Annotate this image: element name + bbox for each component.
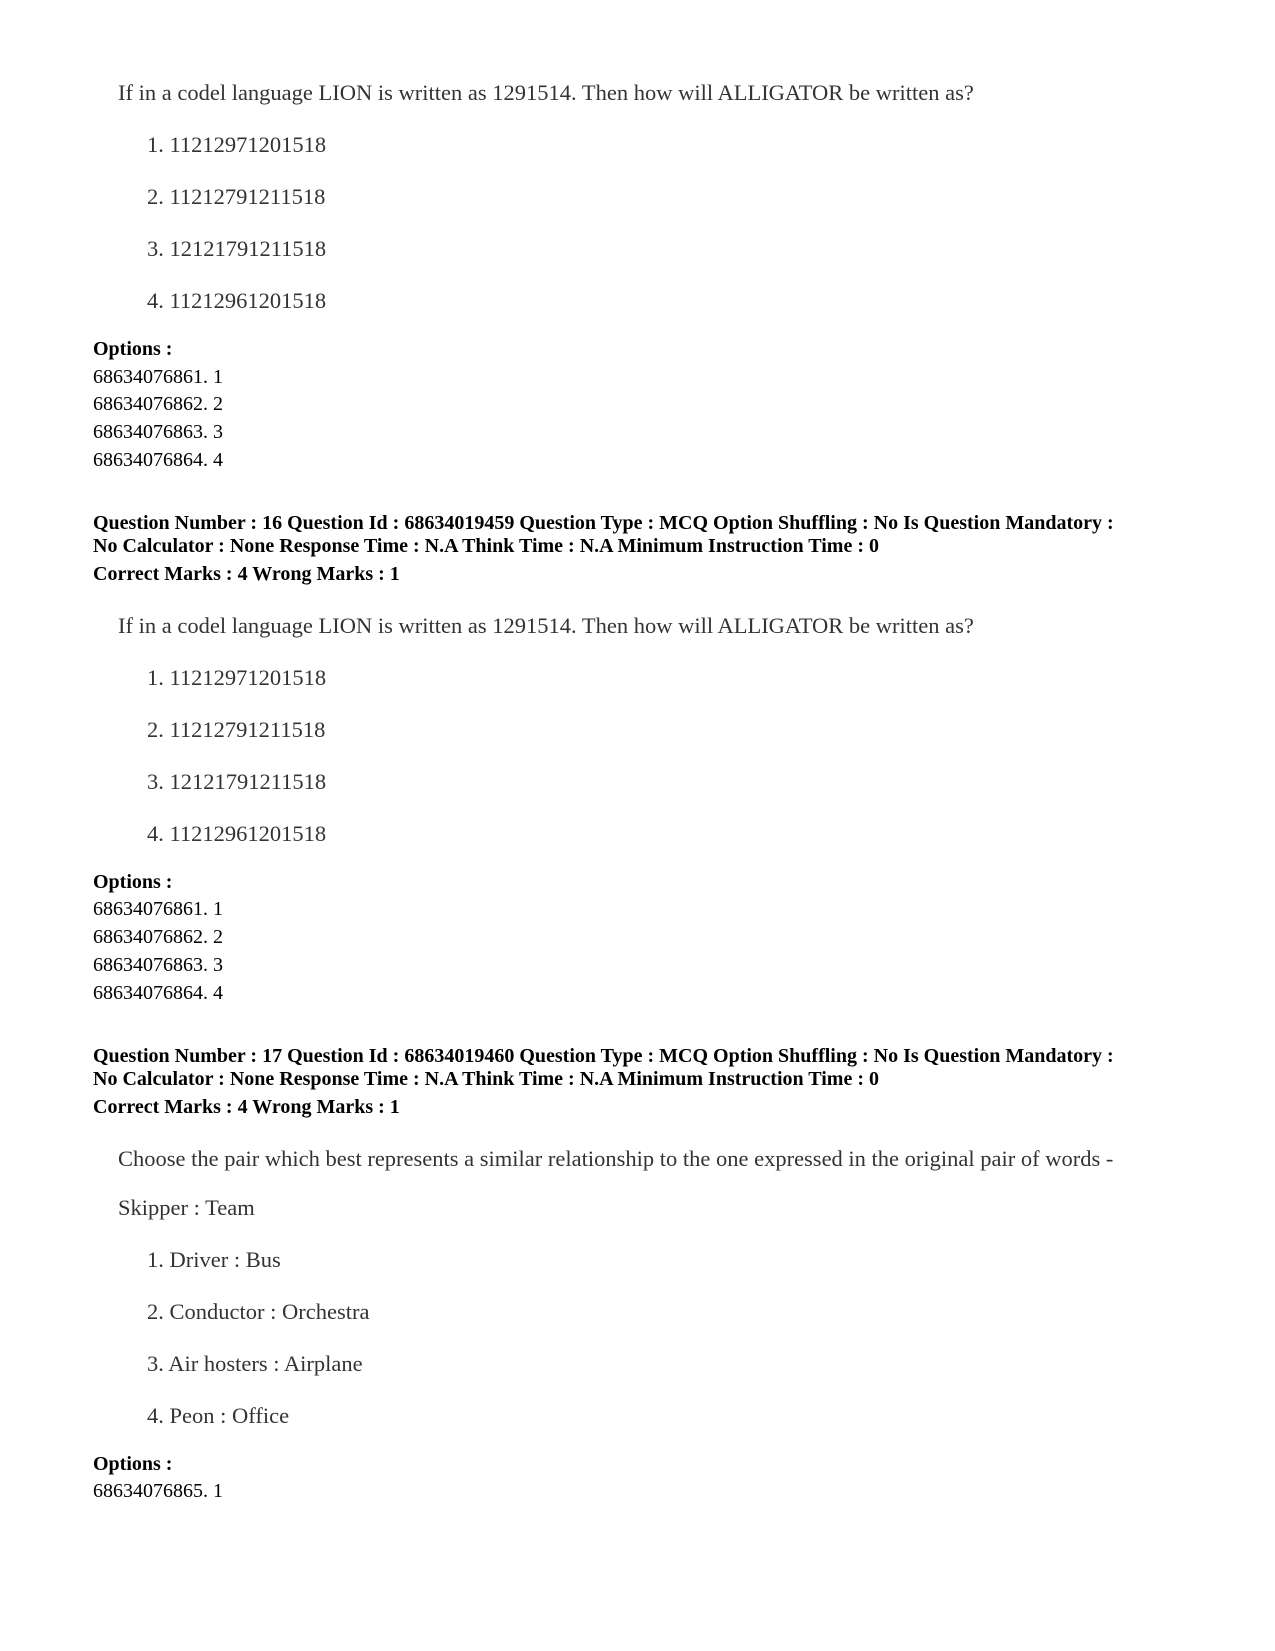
- option-row: 68634076864. 4: [93, 982, 223, 1004]
- options-label: Options :: [93, 871, 173, 893]
- option-row: 68634076864. 4: [93, 449, 223, 471]
- option-row: 68634076862. 2: [93, 926, 223, 948]
- question-choice: 3. 12121791211518: [147, 236, 327, 261]
- question-choice: 4. 11212961201518: [147, 288, 327, 313]
- option-row: 68634076865. 1: [93, 1480, 223, 1502]
- question-choice: 4. 11212961201518: [147, 821, 327, 846]
- option-row: 68634076861. 1: [93, 366, 223, 388]
- question-choice: 3. 12121791211518: [147, 769, 327, 794]
- question-choice: 2. 11212791211518: [147, 717, 326, 742]
- question-choice: 3. Air hosters : Airplane: [147, 1351, 363, 1376]
- question-meta: Question Number : 16 Question Id : 68634019459 Question Type : MCQ Option Shuffling : No Is Question Mandatory :: [93, 512, 1114, 534]
- question-meta: No Calculator : None Response Time : N.A Think Time : N.A Minimum Instruction Time : 0: [93, 1068, 879, 1090]
- question-text: If in a codel language LION is written as 1291514. Then how will ALLIGATOR be written as?: [118, 613, 974, 638]
- question-text: If in a codel language LION is written as 1291514. Then how will ALLIGATOR be written as?: [118, 80, 974, 105]
- question-meta: Question Number : 17 Question Id : 68634019460 Question Type : MCQ Option Shuffling : No Is Question Mandatory :: [93, 1045, 1114, 1067]
- option-row: 68634076863. 3: [93, 421, 223, 443]
- question-marks: Correct Marks : 4 Wrong Marks : 1: [93, 563, 400, 585]
- options-label: Options :: [93, 1453, 173, 1475]
- question-marks: Correct Marks : 4 Wrong Marks : 1: [93, 1096, 400, 1118]
- option-row: 68634076861. 1: [93, 898, 223, 920]
- question-choice: 1. 11212971201518: [147, 665, 327, 690]
- question-choice: 2. Conductor : Orchestra: [147, 1299, 370, 1324]
- question-choice: 1. 11212971201518: [147, 132, 327, 157]
- option-row: 68634076862. 2: [93, 393, 223, 415]
- question-meta: No Calculator : None Response Time : N.A Think Time : N.A Minimum Instruction Time : 0: [93, 535, 879, 557]
- option-row: 68634076863. 3: [93, 954, 223, 976]
- question-choice: 2. 11212791211518: [147, 184, 326, 209]
- options-label: Options :: [93, 338, 173, 360]
- question-choice: 1. Driver : Bus: [147, 1247, 281, 1272]
- question-pair: Skipper : Team: [118, 1195, 255, 1220]
- question-text: Choose the pair which best represents a similar relationship to the one expressed in the original pair of words -: [118, 1146, 1114, 1171]
- question-choice: 4. Peon : Office: [147, 1403, 290, 1428]
